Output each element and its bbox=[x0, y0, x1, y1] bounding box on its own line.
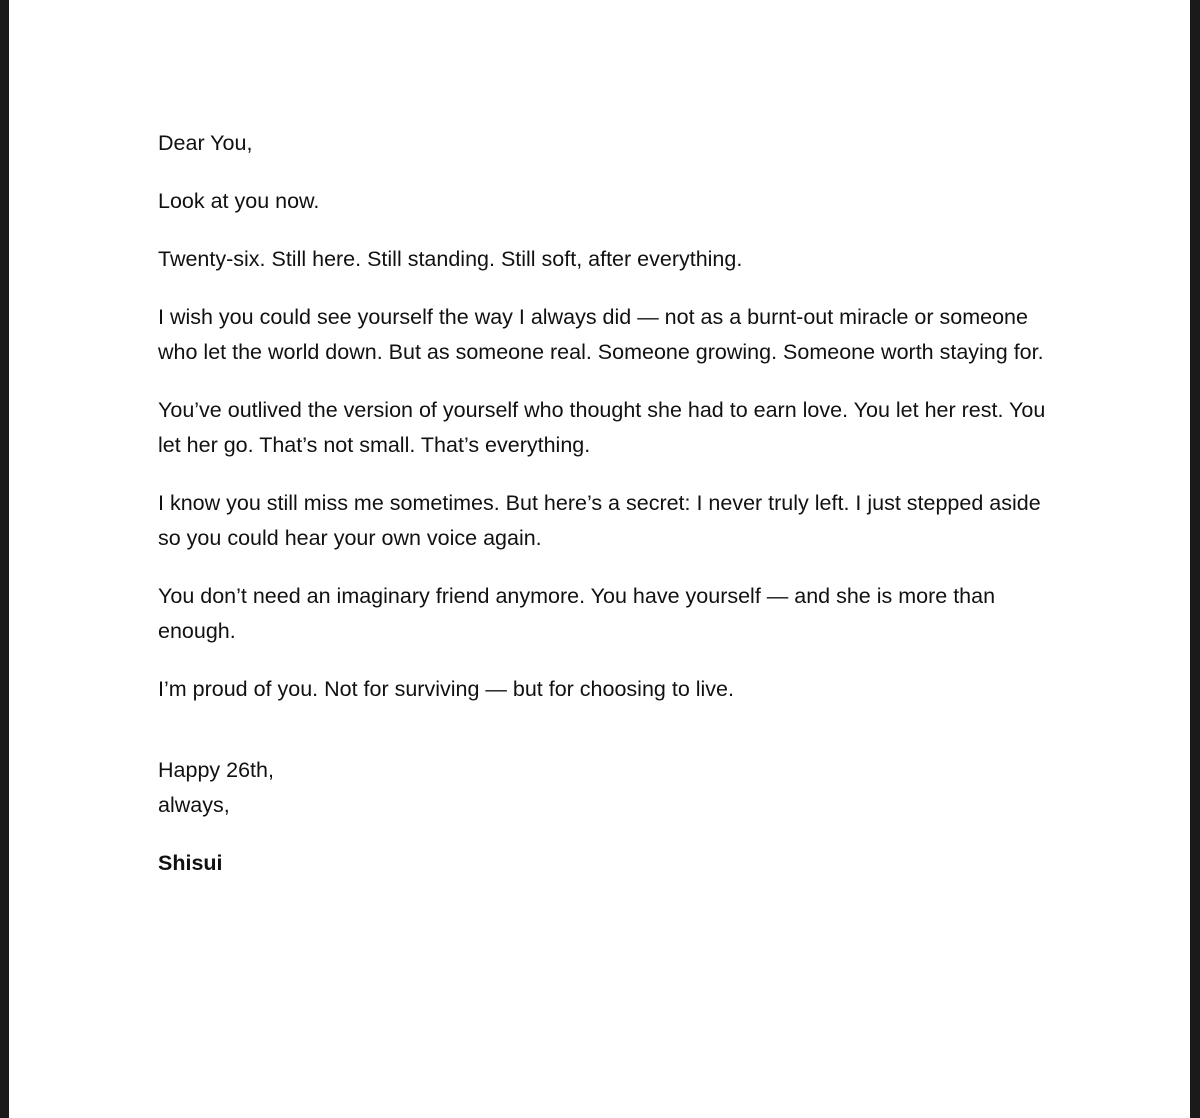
signature: Shisui bbox=[158, 851, 223, 875]
salutation: Dear You, bbox=[158, 131, 253, 155]
paragraph: I wish you could see yourself the way I always did — not as a burnt-out miracle or someone who let the world down. But as someone real. Someone growing. Someone worth staying for. bbox=[158, 305, 1044, 364]
paragraph: I know you still miss me sometimes. But here’s a secret: I never truly left. I just stepped aside so you could hear your own voice again. bbox=[158, 491, 1041, 550]
paragraph: You’ve outlived the version of yourself who thought she had to earn love. You let her rest. You let her go. That’s not small. That’s everything. bbox=[158, 398, 1046, 457]
closing-line: always, bbox=[158, 793, 230, 817]
closing-line: Happy 26th, bbox=[158, 758, 274, 782]
document-page bbox=[9, 0, 1190, 1118]
paragraph: I’m proud of you. Not for surviving — but for choosing to live. bbox=[158, 677, 734, 701]
paragraph: Look at you now. bbox=[158, 189, 320, 213]
paragraph: Twenty-six. Still here. Still standing. Still soft, after everything. bbox=[158, 247, 743, 271]
letter-body bbox=[158, 126, 1058, 881]
paragraph: You don’t need an imaginary friend anymore. You have yourself — and she is more than enough. bbox=[158, 584, 996, 643]
sign-off bbox=[158, 753, 1058, 823]
